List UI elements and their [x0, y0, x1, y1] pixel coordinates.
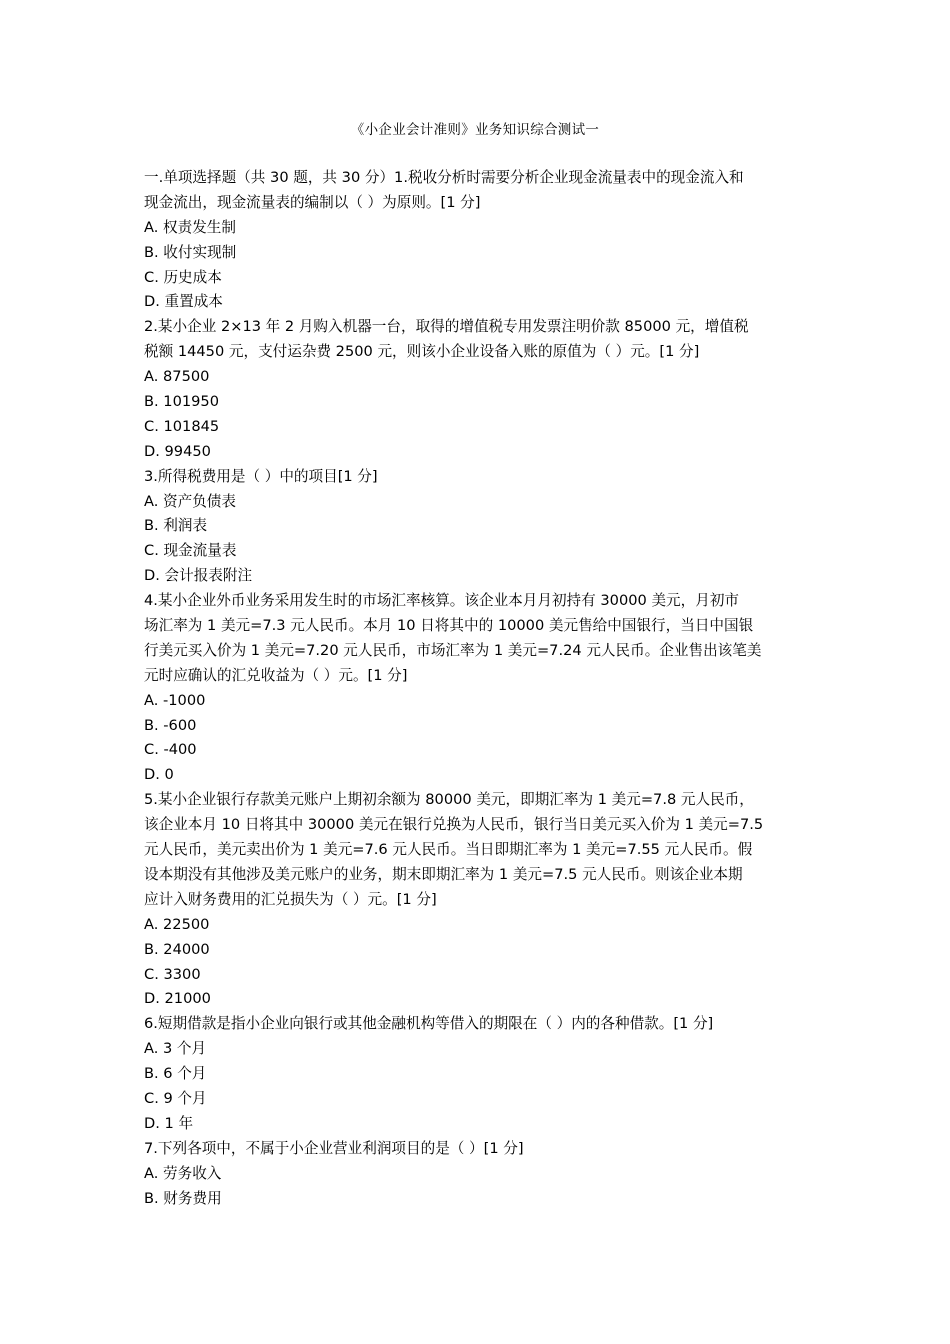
question-text-line: 设本期没有其他涉及美元账户的业务，期末即期汇率为 1 美元=7.5 元人民币。则该企业本期	[144, 865, 743, 883]
question-text-line: 4.某小企业外币业务采用发生时的市场汇率核算。该企业本月月初持有 30000 美元，月初市	[144, 592, 740, 610]
question-5	[144, 788, 810, 1012]
question-text-line: 7.下列各项中，不属于小企业营业利润项目的是（ ）[1 分]	[144, 1139, 524, 1157]
question-1	[144, 166, 810, 315]
answer-option: A. 22500	[144, 915, 210, 933]
question-text-line: 元时应确认的汇兑收益为（ ）元。[1 分]	[144, 666, 408, 684]
question-text-line: 应计入财务费用的汇兑损失为（ ）元。[1 分]	[144, 890, 437, 908]
answer-option: C. -400	[144, 741, 197, 759]
answer-option: A. 3 个月	[144, 1040, 207, 1058]
answer-option: D. 会计报表附注	[144, 567, 253, 585]
answer-option: B. 利润表	[144, 517, 208, 535]
answer-option: C. 历史成本	[144, 268, 222, 286]
answer-option: D. 0	[144, 766, 174, 784]
answer-option: D. 重置成本	[144, 293, 223, 311]
question-text-line: 现金流出，现金流量表的编制以（ ）为原则。[1 分]	[144, 193, 481, 211]
question-text-line: 元人民币，美元卖出价为 1 美元=7.6 元人民币。当日即期汇率为 1 美元=7.55 元人民币。假	[144, 841, 753, 859]
question-text-line: 税额 14450 元，支付运杂费 2500 元，则该小企业设备入账的原值为（ ）元。[1 分]	[144, 343, 700, 361]
question-text-line: 该企业本月 10 日将其中 30000 美元在银行兑换为人民币，银行当日美元买入价为 1 美元=7.5	[144, 816, 764, 834]
answer-option: B. 101950	[144, 393, 219, 411]
answer-option: D. 1 年	[144, 1114, 194, 1132]
answer-option: B. -600	[144, 716, 197, 734]
question-text-line: 行美元买入价为 1 美元=7.20 元人民币，市场汇率为 1 美元=7.24 元人民币。企业售出该笔美	[144, 641, 762, 659]
document-title: 《小企业会计准则》业务知识综合测试一	[350, 122, 600, 138]
answer-option: A. 资产负债表	[144, 492, 236, 510]
answer-option: C. 101845	[144, 417, 220, 435]
answer-option: C. 现金流量表	[144, 542, 237, 560]
question-text-line: 5.某小企业银行存款美元账户上期初余额为 80000 美元，即期汇率为 1 美元=7.8 元人民币，	[144, 791, 754, 809]
answer-option: B. 6 个月	[144, 1065, 207, 1083]
question-text-line: 一.单项选择题（共 30 题，共 30 分）1.税收分析时需要分析企业现金流量表中的现金流入和	[144, 169, 744, 186]
answer-option: C. 3300	[144, 965, 201, 983]
answer-option: A. 权责发生制	[144, 218, 236, 236]
question-7	[144, 1137, 810, 1212]
question-2	[144, 315, 810, 464]
answer-option: A. 87500	[144, 368, 210, 386]
answer-option: B. 收付实现制	[144, 243, 237, 261]
question-6	[144, 1012, 810, 1136]
answer-option: A. -1000	[144, 691, 206, 709]
question-text-line: 场汇率为 1 美元=7.3 元人民币。本月 10 日将其中的 10000 美元售给中国银行，当日中国银	[144, 617, 754, 635]
answer-option: B. 财务费用	[144, 1189, 222, 1207]
answer-option: A. 劳务收入	[144, 1164, 222, 1182]
answer-option: D. 99450	[144, 442, 211, 460]
question-text-line: 2.某小企业 2×13 年 2 月购入机器一台，取得的增值税专用发票注明价款 85000 元，增值税	[144, 318, 749, 336]
document-body	[144, 166, 810, 1211]
answer-option: B. 24000	[144, 940, 210, 958]
answer-option: C. 9 个月	[144, 1089, 207, 1107]
answer-option: D. 21000	[144, 990, 211, 1008]
question-text-line: 3.所得税费用是（ ）中的项目[1 分]	[144, 467, 378, 485]
question-4	[144, 589, 810, 788]
question-text-line: 6.短期借款是指小企业向银行或其他金融机构等借入的期限在（ ）内的各种借款。[1 分]	[144, 1015, 714, 1033]
question-3	[144, 465, 810, 589]
